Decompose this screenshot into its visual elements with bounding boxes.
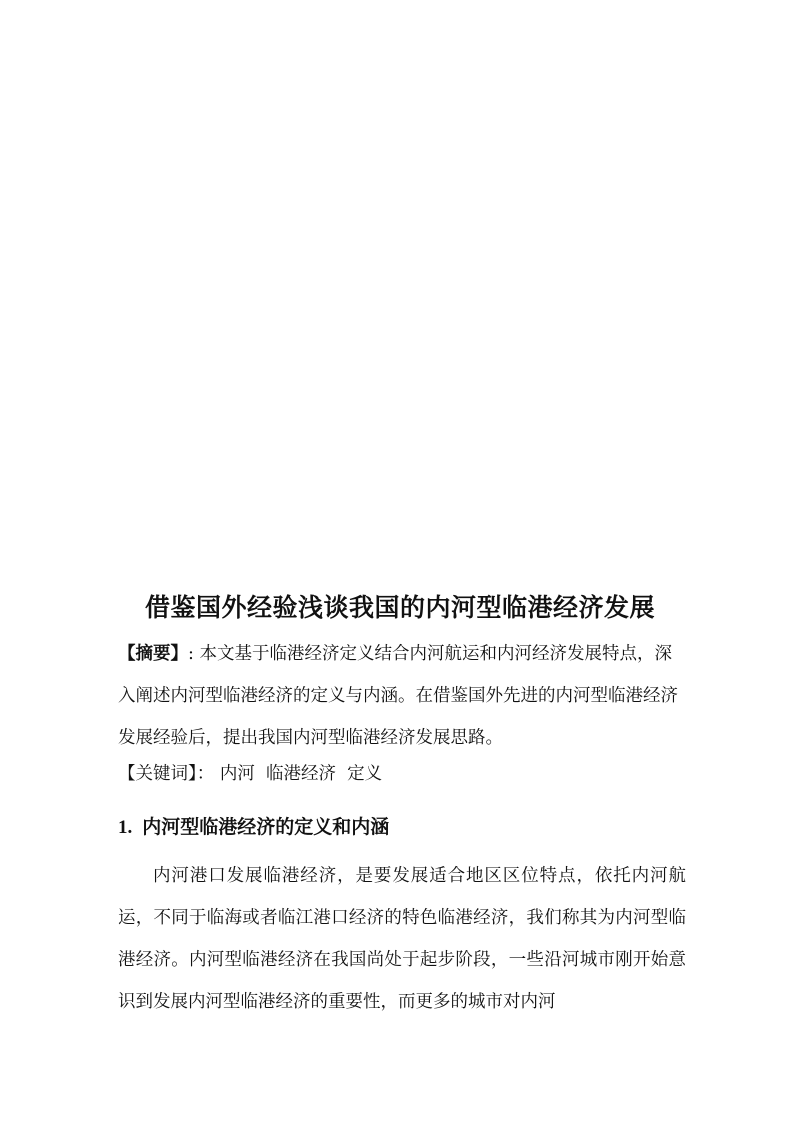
keywords-label: 【关键词】：: [118, 764, 215, 784]
abstract-text: : 本文基于临港经济定义结合内河航运和内河经济发展特点，深入阐述内河型临港经济的定义与内涵。在借鉴国外先进的内河型临港经济发展经验后，提出我国内河型临港经济发展思路。: [118, 644, 678, 748]
section-heading: [118, 812, 389, 839]
abstract-paragraph: [118, 633, 686, 759]
section-title: 内河型临港经济的定义和内涵: [142, 816, 390, 838]
section-number: 1.: [118, 817, 133, 838]
keywords-line: [118, 758, 686, 790]
keywords-text: 内河 临港经济 定义: [219, 764, 383, 784]
abstract-label: 【摘要】: [118, 644, 188, 664]
section-paragraph: 内河港口发展临港经济，是要发展适合地区区位特点，依托内河航运，不同于临海或者临江港口经济的特色临港经济，我们称其为内河型临港经济。内河型临港经济在我国尚处于起步阶段，一些沿河城市刚开始意识到发展内河型临港经济的重要性，而更多的城市对内河: [118, 866, 686, 1012]
document-title: 借鉴国外经验浅谈我国的内河型临港经济发展: [144, 593, 655, 622]
